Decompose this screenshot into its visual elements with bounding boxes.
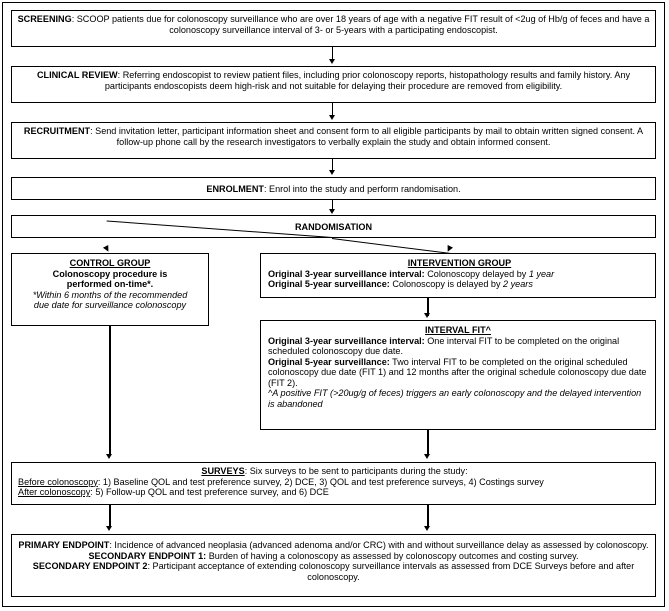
connector-surveys-to-endpoints-left xyxy=(109,505,110,528)
node-clinical-review xyxy=(11,66,656,103)
node-endpoints-primary-label: PRIMARY ENDPOINT xyxy=(18,540,110,550)
node-enrolment xyxy=(11,177,656,200)
node-screening xyxy=(11,10,656,47)
node-intervention-group-row2-emph: 2 years xyxy=(503,279,533,290)
connector-surveys-to-endpoints-right xyxy=(427,505,428,528)
node-surveys-after-label: After colonoscopy xyxy=(18,487,91,498)
node-screening-text xyxy=(16,14,651,35)
node-intervention-group xyxy=(260,253,656,298)
arrowhead-interval-fit xyxy=(424,313,430,318)
node-recruitment-label: RECRUITMENT xyxy=(23,126,91,136)
node-endpoints-secondary1 xyxy=(16,551,651,562)
node-intervention-group-row1-label: Original 3-year surveillance interval: xyxy=(268,268,425,279)
node-randomisation xyxy=(11,215,656,238)
node-intervention-group-row2-label: Original 5-year surveillance: xyxy=(268,279,390,290)
node-randomisation-label: RANDOMISATION xyxy=(294,222,373,232)
node-interval-fit-row1-label: Original 3-year surveillance interval: xyxy=(268,335,425,346)
node-control-group-line2: performed on-time*. xyxy=(66,279,154,290)
arrowhead-clinical-review xyxy=(329,59,335,64)
node-recruitment-text xyxy=(16,126,651,147)
node-control-group-note2: due date for surveillance colonoscopy xyxy=(33,300,187,311)
node-endpoints-secondary1-label: SECONDARY ENDPOINT 1: xyxy=(88,550,207,561)
node-clinical-review-text xyxy=(16,70,651,91)
connector-interval-fit-to-surveys xyxy=(427,430,428,456)
node-control-group-note1: *Within 6 months of the recommended xyxy=(32,289,188,300)
node-intervention-group-heading: INTERVENTION GROUP xyxy=(407,258,512,268)
node-enrolment-body: : Enrol into the study and perform randomisation. xyxy=(263,184,461,194)
node-endpoints-primary xyxy=(16,540,651,551)
node-screening-label: SCREENING xyxy=(17,14,72,24)
node-interval-fit-heading: INTERVAL FIT^ xyxy=(425,325,491,335)
node-intervention-group-row1 xyxy=(268,269,651,280)
node-intervention-group-row2-text: Colonoscopy is delayed by xyxy=(389,279,504,290)
node-surveys-before-label: Before colonoscopy xyxy=(18,476,98,487)
node-screening-body: : SCOOP patients due for colonoscopy surveillance who are over 18 years of age with a negative FIT result of <2ug of Hb/g of feces and have a colonoscopy surveillance interval of 3- or 5-years with a participating endoscopist. xyxy=(71,14,650,35)
node-clinical-review-label: CLINICAL REVIEW xyxy=(36,70,118,80)
node-endpoints-secondary1-text: Burden of having a colonoscopy as assessed by colonoscopy outcomes and costing survey. xyxy=(206,550,579,561)
arrowhead-randomisation xyxy=(329,209,335,214)
node-control-group xyxy=(11,253,209,326)
arrowhead-surveys-from-control xyxy=(106,454,112,459)
node-surveys xyxy=(11,462,656,505)
node-surveys-heading-text: : Six surveys to be sent to participants during the study: xyxy=(244,466,468,476)
node-recruitment-body: : Send invitation letter, participant information sheet and consent form to all eligible participants by mail to obtain written signed consent. A follow-up phone call by the research investigators to verbally explain the study and obtain informed consent. xyxy=(90,126,644,147)
arrowhead-surveys-from-interval-fit xyxy=(424,454,430,459)
node-control-group-line1: Colonoscopy procedure is xyxy=(52,268,168,279)
arrowhead-enrolment xyxy=(329,170,335,175)
node-endpoints-secondary2-label: SECONDARY ENDPOINT 2 xyxy=(32,561,148,572)
node-control-group-heading: CONTROL GROUP xyxy=(69,258,151,268)
node-intervention-group-row1-emph: 1 year xyxy=(528,268,555,279)
node-surveys-before-text: : 1) Baseline QOL and test preference survey, 2) DCE, 3) QOL and test preference surveys, 4) Costings survey xyxy=(97,476,544,487)
node-intervention-group-row1-text: Colonoscopy delayed by xyxy=(424,268,529,279)
node-interval-fit-row2 xyxy=(268,357,648,389)
node-interval-fit-row2-text: Two interval FIT to be completed on the original scheduled colonoscopy due date (FIT 1) and 12 months after the original schedule colonoscopy due date (FIT 2). xyxy=(268,356,647,388)
node-surveys-after-row xyxy=(18,487,651,498)
node-clinical-review-body: : Referring endoscopist to review patient files, including prior colonoscopy reports, histopathology results and family history. Any participants endoscopists deem high-risk and not suitable for delaying their procedure are removed from eligibility. xyxy=(104,70,631,91)
node-surveys-heading: SURVEYS xyxy=(201,466,245,476)
node-interval-fit-row1-text: One interval FIT to be completed on the original scheduled colonoscopy due date. xyxy=(268,335,620,357)
node-enrolment-label: ENROLMENT xyxy=(206,184,264,194)
node-surveys-heading-row xyxy=(18,466,651,477)
node-endpoints-secondary2-text: : Participant acceptance of extending colonoscopy surveillance intervals as assessed from DCE Surveys before and after colonoscopy. xyxy=(147,561,635,582)
node-recruitment xyxy=(11,122,656,159)
node-endpoints-primary-text: : Incidence of advanced neoplasia (advanced adenoma and/or CRC) with and without surveillance delay as assessed by colonoscopy. xyxy=(109,540,649,550)
connector-control-group-to-surveys xyxy=(109,326,110,456)
node-endpoints xyxy=(11,534,656,597)
arrowhead-recruitment xyxy=(329,115,335,120)
node-interval-fit-footnote: ^A positive FIT (>20ug/g of feces) triggers an early colonoscopy and the delayed intervention is abandoned xyxy=(268,388,642,409)
arrowhead-endpoints-right xyxy=(424,526,430,531)
node-endpoints-secondary2 xyxy=(16,561,651,582)
node-interval-fit-row1 xyxy=(268,336,648,357)
node-interval-fit-row2-label: Original 5-year surveillance: xyxy=(268,356,390,367)
node-enrolment-text xyxy=(16,184,651,195)
node-surveys-before-row xyxy=(18,477,651,488)
node-intervention-group-row2 xyxy=(268,279,651,290)
node-surveys-after-text: : 5) Follow-up QOL and test preference survey, and 6) DCE xyxy=(90,487,329,498)
arrowhead-endpoints-left xyxy=(106,526,112,531)
node-interval-fit xyxy=(260,320,656,430)
